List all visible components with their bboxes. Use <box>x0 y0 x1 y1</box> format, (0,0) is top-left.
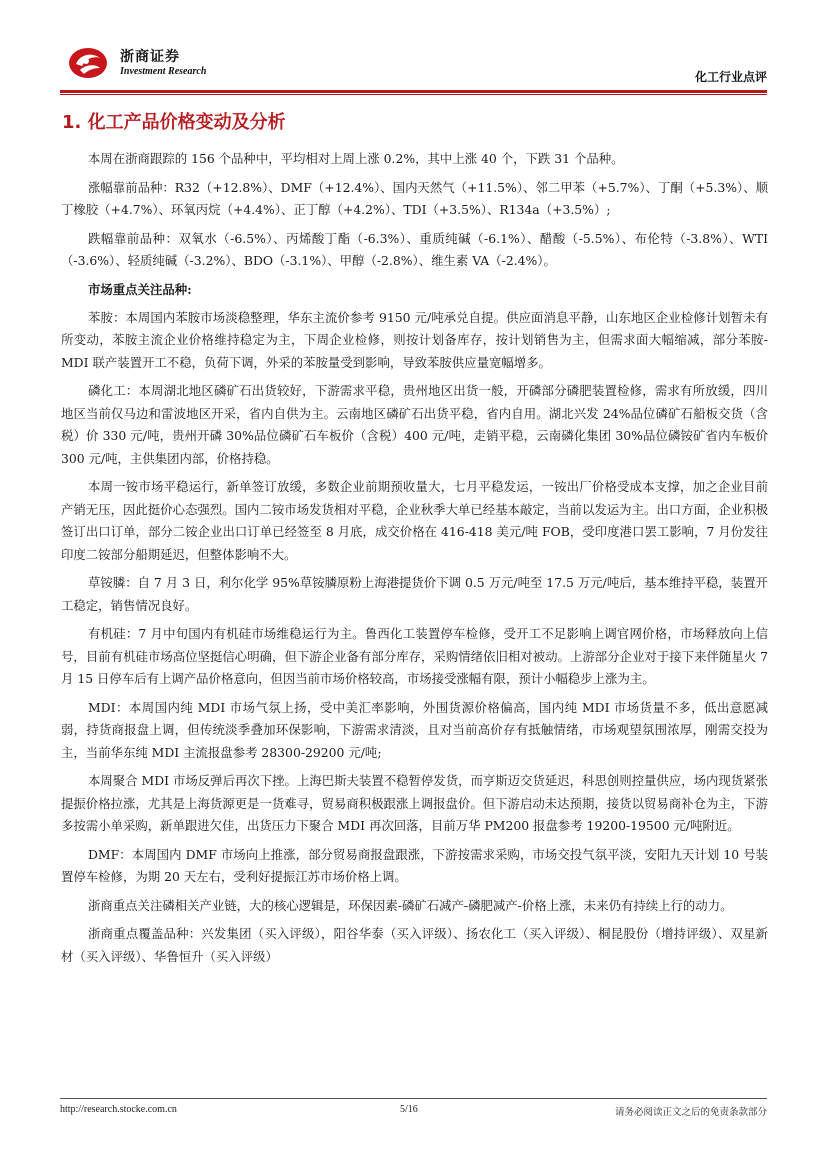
ammonium-phosphate-paragraph: 本周一铵市场平稳运行，新单签订放缓，多数企业前期预收量大，七月平稳发运，一铵出厂价格受成本支撑，加之企业目前产销无压，因此挺价心态强烈。国内二铵市场发货相对平稳，企业秋季大单已经基本敲定，当前以发运为主。出口方面，企业积极签订出口订单，部分二铵企业出口订单已经签至 8 月底，成交价格在 416-418 美元/吨 FOB，受印度港口罢工影响，7 月份发往印度二铵部分船期延迟，但整体影响不大。 <box>61 479 768 562</box>
report-type-label: 化工行业点评 <box>694 70 767 84</box>
page-footer <box>60 1104 767 1120</box>
focus-subtitle: 市场重点关注品种: <box>88 281 192 297</box>
footer-divider <box>60 1098 767 1099</box>
coverage-paragraph: 浙商重点覆盖品种：兴发集团（买入评级），阳谷华泰（买入评级）、扬农化工（买入评级）、桐昆股份（增持评级）、双星新材（买入评级）、华鲁恒升（买入评级） <box>61 926 768 964</box>
summary-paragraph: 本周在浙商跟踪的 156 个品种中，平均相对上周上涨 0.2%，其中上涨 40 个，下跌 31 个品种。 <box>88 151 624 166</box>
brand-logo-icon <box>66 44 110 80</box>
header-divider-thin <box>60 94 767 95</box>
polymeric-mdi-paragraph: 本周聚合 MDI 市场反弹后再次下挫。上海巴斯夫装置不稳暂停发货，而亨斯迈交货延迟，科思创则控量供应，场内现货紧张提振价格拉涨，尤其是上海货源更是一货难寻，贸易商积极跟涨上调报盘价。但下游启动未达预期，接货以贸易商补仓为主，下游多按需小单采购，新单跟进欠佳，出货压力下聚合 MDI 再次回落，目前万华 PM200 报盘参考 19200-19500 元/吨附近。 <box>61 773 768 833</box>
page-number: 5/16 <box>400 1104 418 1115</box>
focus-chain-paragraph: 浙商重点关注磷相关产业链，大的核心逻辑是，环保因素-磷矿石减产-磷肥减产-价格上涨，未来仍有持续上行的动力。 <box>88 897 733 913</box>
phosphorus-paragraph: 磷化工：本周湖北地区磷矿石出货较好，下游需求平稳，贵州地区出货一般，开磷部分磷肥装置检修，需求有所放缓，四川地区当前仅马边和雷波地区开采，省内自供为主。云南地区磷矿石出货平稳，省内自用。湖北兴发 24%品位磷矿石船板交货（含税）价 330 元/吨，贵州开磷 30%品位磷矿石车板价（含税）400 元/吨，走销平稳，云南磷化集团 30%品位磷铵矿省内车板价 300 元/吨，主供集团内部，价格持稳。 <box>61 383 768 466</box>
mdi-paragraph: MDI：本周国内纯 MDI 市场气氛上扬，受中美汇率影响，外围货源价格偏高，国内纯 MDI 市场货量不多，低出意愿减弱，持货商报盘上调，但传统淡季叠加环保影响，下游需求清淡，且对当前高价存有抵触情绪，市场观望氛围浓厚，刚需交投为主，当前华东纯 MDI 主流报盘参考 28300-29200 元/吨; <box>61 699 768 760</box>
losers-paragraph: 跌幅靠前品种：双氧水（-6.5%）、丙烯酸丁酯（-6.3%）、重质纯碱（-6.1%）、醋酸（-5.5%）、布伦特（-3.8%）、WTI（-3.6%）、轻质纯碱（-3.2%）、BDO（-3.1%）、甲醇（-2.8%）、维生素 VA（-2.4%）。 <box>61 230 768 268</box>
aniline-paragraph: 苯胺：本周国内苯胺市场淡稳整理，华东主流价参考 9150 元/吨承兑自提。供应面消息平静，山东地区企业检修计划暂未有所变动，苯胺主流企业价格维持稳定为主，下周企业检修，则按计划备库存，按计划销售为主，但需求面大幅缩减，部分苯胺-MDI 联产装置开工不稳，负荷下调，外采的苯胺量受到影响，导致苯胺供应量宽幅增多。 <box>61 309 768 370</box>
header-divider <box>60 90 767 93</box>
glufosinate-paragraph: 草铵膦：自 7 月 3 日，利尔化学 95%草铵膦原粉上海港提货价下调 0.5 万元/吨至 17.5 万元/吨后，基本维持平稳，装置开工稳定，销售情况良好。 <box>61 575 768 613</box>
section-title: 1. 化工产品价格变动及分析 <box>62 112 286 133</box>
disclaimer-note: 请务必阅读正文之后的免责条款部分 <box>614 1107 767 1118</box>
page-header <box>60 40 767 92</box>
dmf-paragraph: DMF：本周国内 DMF 市场向上推涨，部分贸易商报盘跟涨，下游按需求采购，市场交投气氛平淡，安阳九天计划 10 号装置停车检修，为期 20 天左右，受利好提振江苏市场价格上调。 <box>61 846 768 884</box>
brand-name-en: Investment Research <box>120 66 207 77</box>
footer-url-link[interactable]: http://research.stocke.com.cn <box>60 1104 177 1115</box>
brand-name-cn: 浙商证券 <box>120 49 180 65</box>
silicone-paragraph: 有机硅：7 月中旬国内有机硅市场维稳运行为主。鲁西化工装置停车检修，受开工不足影响上调官网价格，市场释放向上信号，目前有机硅市场高位坚挺信心明确，但下游企业备有部分库存，采购情绪依旧相对被动。上游部分企业对于接下来伴随星火 7 月 15 日停车后有上调产品价格意向，但因当前市场价格较高，市场接受涨幅有限，预计小幅稳步上涨为主。 <box>61 626 768 686</box>
gainers-paragraph: 涨幅靠前品种：R32（+12.8%）、DMF（+12.4%）、国内天然气（+11.5%）、邻二甲苯（+5.7%）、丁酮（+5.3%）、顺丁橡胶（+4.7%）、环氧丙烷（+4.4%）、正丁醇（+4.2%）、TDI（+3.5%）、R134a（+3.5%）; <box>61 179 768 217</box>
report-body <box>61 148 768 974</box>
